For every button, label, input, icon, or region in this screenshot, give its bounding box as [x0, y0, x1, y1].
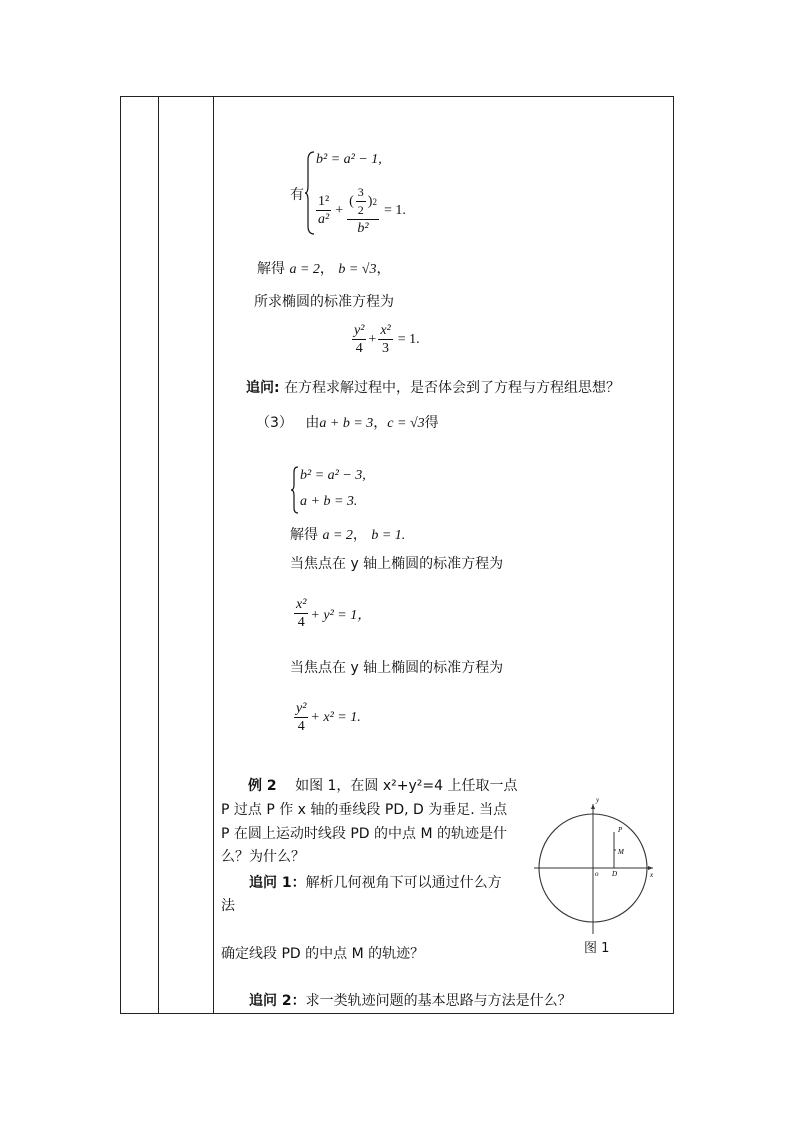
question-text: 在方程求解过程中，是否体会到了方程与方程组思想？ — [284, 380, 621, 396]
system1-eq2: $\frac{\text{1²}}{\text{a²}}$ + ( $\frac{3}{2}$ ) 2 b² = 1. — [318, 185, 406, 236]
system1-prefix: 有 — [290, 187, 304, 203]
system2-eq1: b² = a² − 3, — [300, 468, 366, 483]
eq-tail: = 1. — [397, 331, 420, 347]
eq-tail: + x² = 1. — [310, 709, 361, 725]
question2-line1 — [249, 872, 502, 892]
frac-1-over-a2 — [316, 193, 331, 228]
eq-num: y² — [296, 701, 307, 716]
figure-caption: 图 1 — [584, 941, 610, 956]
part-text-post: 得 — [424, 415, 439, 431]
eq-x — [292, 596, 371, 631]
column-divider-1 — [158, 97, 159, 1013]
frac-numerator: ( $\frac{3}{2}$ ) 2 — [347, 184, 379, 220]
example2-line3: P 在圆上运动时线段 PD 的中点 M 的轨迹是什 — [221, 826, 507, 842]
example2-line4: 么？为什么？ — [221, 849, 305, 865]
question2-line3: 确定线段 PD 的中点 M 的轨迹？ — [221, 946, 425, 962]
solve-label: 解得 — [257, 261, 285, 277]
inner-num: 3 — [356, 184, 366, 202]
question1 — [246, 377, 620, 397]
system2-eq2: a + b = 3. — [300, 494, 358, 509]
eq-den: 3 — [382, 341, 390, 356]
label-o: o — [595, 870, 599, 878]
solve-end: ， — [376, 261, 391, 277]
solve2-line — [290, 524, 405, 544]
question-label: 追问 1： — [249, 875, 306, 891]
eq-tail: = 1. — [383, 202, 406, 218]
eq-num: y² — [354, 323, 365, 338]
question-label: 追问: — [246, 380, 280, 396]
label-m: M — [618, 848, 624, 856]
eq-tail: + y² = 1， — [310, 607, 372, 623]
part-cond1: a + b = 3 — [319, 416, 374, 431]
eq-y — [292, 700, 361, 735]
question-label: 追问 2： — [249, 993, 306, 1009]
solve-sep: ， — [319, 261, 334, 277]
solve-a: a = 2 — [322, 528, 353, 543]
label-x: x — [650, 871, 654, 879]
eq-num: x² — [380, 323, 391, 338]
focus-y1-text: 当焦点在 y 轴上椭圆的标准方程为 — [290, 556, 504, 572]
solve1-line — [257, 258, 391, 278]
part3-line — [256, 412, 439, 432]
solve-b: b = 1. — [371, 528, 406, 543]
eq-den: 4 — [297, 719, 305, 734]
question-text: 求一类轨迹问题的基本思路与方法是什么？ — [305, 993, 572, 1009]
example-text: 如图 1，在圆 x²+y²=4 上任取一点 — [295, 778, 518, 794]
solve-sep: ， — [352, 527, 367, 543]
focus-y2-text: 当焦点在 y 轴上椭圆的标准方程为 — [290, 660, 504, 676]
solve-a: a = 2 — [289, 262, 320, 277]
frac-numerator: 1² — [318, 194, 330, 209]
eq-den: 4 — [355, 341, 363, 356]
eq-den: 4 — [297, 615, 305, 630]
solve-label: 解得 — [290, 527, 318, 543]
part-text-pre: 由 — [305, 415, 320, 431]
std-eq1: $\frac{\text{y²}}{4}$ + $\frac{\text{x²}}{3}$ = 1. — [354, 323, 420, 356]
column-divider-2 — [213, 97, 214, 1013]
system1-eq1: b² = a² − 1, — [316, 152, 382, 167]
label-d: D — [612, 870, 618, 878]
y-axis-arrow-icon — [591, 804, 595, 809]
example-label: 例 2 — [248, 778, 277, 794]
part-cond2: c = √3 — [387, 416, 425, 431]
figure-1-diagram — [528, 796, 658, 940]
std-eq-label: 所求椭圆的标准方程为 — [254, 294, 394, 310]
question3-line — [249, 990, 572, 1010]
frac-32-over-b2 — [347, 184, 379, 237]
frac-denominator: a² — [318, 212, 330, 227]
eq-num: x² — [296, 597, 307, 612]
example2-line2: P 过点 P 作 x 轴的垂线段 PD, D 为垂足. 当点 — [221, 802, 508, 818]
label-y: y — [596, 796, 600, 804]
system2-brace — [290, 466, 300, 514]
x-axis-arrow-icon — [648, 866, 653, 870]
question2-line2: 法 — [221, 898, 235, 914]
part-sep: ， — [373, 415, 388, 431]
solve-b: b = √3 — [338, 262, 377, 277]
label-p: P — [618, 826, 623, 834]
inner-den: 2 — [357, 203, 364, 217]
part-label: （3） — [256, 415, 293, 431]
example2-line1 — [248, 775, 518, 795]
frac-denominator: b² — [357, 221, 369, 236]
question-text: 解析几何视角下可以通过什么方 — [305, 875, 502, 891]
